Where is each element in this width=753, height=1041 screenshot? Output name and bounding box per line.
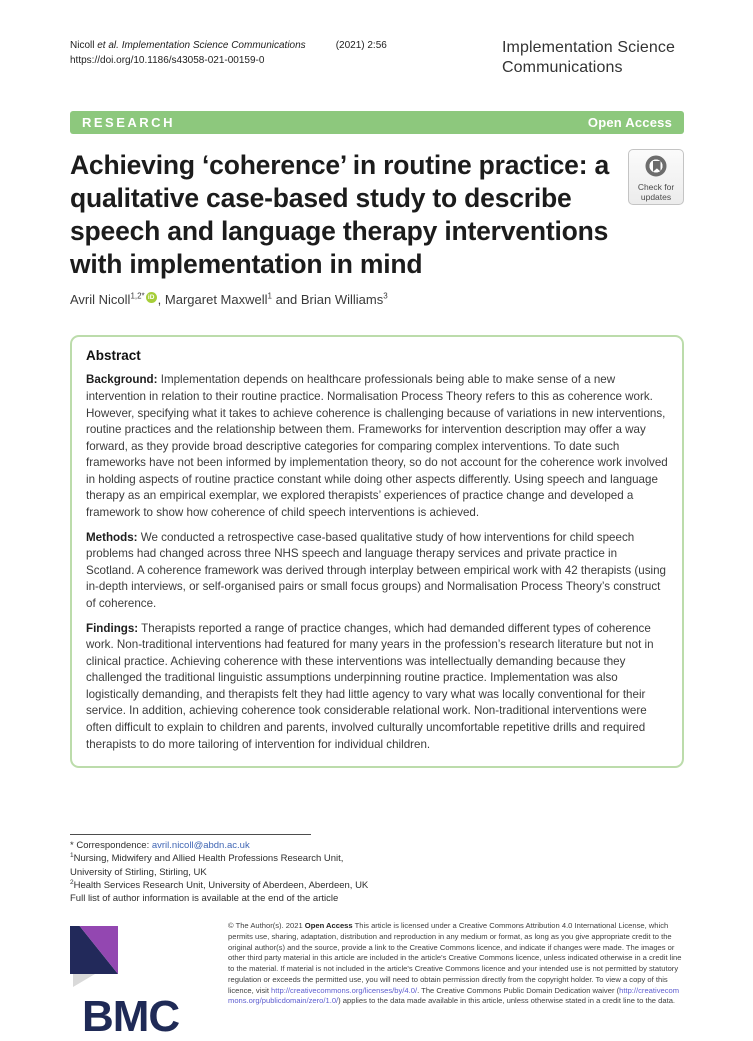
- author-info-note: Full list of author information is available at the end of the article: [70, 892, 339, 904]
- bmc-logo: [70, 921, 228, 1041]
- abstract-methods: Methods: We conducted a retrospective case-based qualitative study of how interventions for child speech problems had changed across three NHS speech and language therapy services and private practice in Scotland. A coherence framework was derived through interplay between empirical work with 42 therapists (using in-depth interviews, or self-organised pairs or small focus groups) and Normalisation Process Theory’s construct of coherence.: [86, 530, 666, 610]
- check-for-updates-label: Check for updates: [637, 182, 675, 203]
- license-text: © The Author(s). 2021 Open Access This article is licensed under a Creative Commons Attribution 4.0 International License, which permits use, sharing, adaptation, distribution and reproduction in any medium or format, as long as you give appropriate credit to the original author(s) and the source, provide a link to the Creative Commons licence, and indicate if changes were made. The images or other third party material in this article are included in the article's Creative Commons licence, unless indicated otherwise in a credit line to the material. If material is not included in the article's Creative Commons licence and your intended use is not permitted by statutory regulation or exceeds the permitted use, you will need to obtain permission directly from the copyright holder. To view a copy of this licence, visit http://creativecommons.org/licenses/by/4.0/. The Creative Commons Public Domain Dedication waiver (http://creativecommons.org/publicdomain/zero/1.0/) applies to the data made available in this article, unless otherwise stated in a credit line to the data.: [228, 921, 682, 1006]
- crossmark-icon: [644, 155, 668, 179]
- cc-zero-license-link[interactable]: http://creativecommons.org/publicdomain/zero/1.0/: [228, 985, 680, 1006]
- abstract-box: [70, 335, 684, 768]
- citation-authors: Nicoll: [70, 40, 98, 51]
- open-access-label: Open Access: [587, 115, 672, 130]
- author-2: Margaret Maxwell: [164, 292, 268, 308]
- orcid-icon[interactable]: iD: [146, 292, 157, 303]
- check-for-updates-button[interactable]: [628, 149, 684, 205]
- author-3-affiliations: 3: [383, 292, 388, 302]
- footnotes: * Correspondence: avril.nicoll@abdn.ac.uk $^1$Nursing, Midwifery and Allied Health Professions Research Unit, University of Stirling, Stirling, UK $^2$Health Services Research Unit, University of Aberdeen, Aberdeen, UK Full list of author information is available at the end of the article: [70, 840, 369, 904]
- author-1-affiliations: 1,2*: [130, 292, 145, 302]
- author-list: Avril Nicoll$^{1,2*}$ iD , Margaret Maxwell$^1$ and Brian Williams$^3$: [70, 292, 388, 308]
- author-1: Avril Nicoll: [70, 292, 131, 308]
- correspondence-label: * Correspondence:: [70, 840, 152, 852]
- author-3: Brian Williams: [300, 292, 384, 308]
- abstract-heading: Abstract: [86, 348, 141, 364]
- footnote-divider: [70, 834, 311, 835]
- journal-name: Implementation Science Communications: [502, 39, 675, 76]
- author-2-affiliations: 1: [267, 292, 272, 302]
- abstract-background: Background: Implementation depends on healthcare professionals being able to make sense of a new intervention in relation to their routine practice. Normalisation Process Theory refers to this as coherence work. However, specifying what it takes to achieve coherence is challenging because of variations in new interventions, routine practices and the relationship between them. Frameworks for intervention description may offer a way forward, as they provide broad descriptive categories for comparing complex interventions. To date such frameworks have not been informed by implementation theory, so do not account for the coherence work involved in holding aspects of routine practice constant while doing other aspects differently. Using speech and language therapy as an empirical exemplar, we explored therapists’ experiences of practice change and developed a framework to show how coherence of child speech interventions is achieved.: [86, 373, 668, 520]
- doi-text: https://doi.org/10.1186/s43058-021-00159-0: [70, 55, 265, 66]
- citation-block: [70, 38, 387, 78]
- running-head: [70, 38, 684, 78]
- abstract-findings: Findings: Therapists reported a range of practice changes, which had demanded different types of coherence work. Non-traditional interventions had featured for many years in the profession’s research literature but not in clinical practice. Achieving coherence with these interventions was intellectually demanding because they challenged the traditional linguistic assumptions underpinning routine practice. Implementation was also logistically demanding, and therapists felt they had little agency to vary what was locally conventional for their service. In addition, achieving coherence took considerable relational work. Non-traditional interventions were often difficult to explain to children and parents, involved culturally uncomfortable repetitive drills and required therapists to do more tailoring of intervention for individual children.: [86, 621, 654, 751]
- footer: [70, 921, 684, 1041]
- bmc-logo-icon: [70, 926, 118, 988]
- page-title: Achieving ‘coherence’ in routine practice: a qualitative case-based study to describe speech and language therapy interventions with implementation in mind: [70, 150, 610, 279]
- article-type-banner: [70, 111, 684, 134]
- article-page: [70, 0, 684, 1041]
- citation-etal: et al.: [97, 40, 122, 51]
- citation-volume: (2021) 2:56: [335, 40, 387, 51]
- citation-journal: Implementation Science Communications: [121, 40, 306, 51]
- article-type-label: RESEARCH: [82, 115, 175, 130]
- open-access-bold: Open Access: [304, 921, 353, 931]
- affiliation-2: Health Services Research Unit, University of Aberdeen, Aberdeen, UK: [73, 879, 369, 891]
- cc-by-license-link[interactable]: http://creativecommons.org/licenses/by/4.0/: [271, 985, 418, 995]
- bmc-wordmark: BMC: [82, 992, 180, 1041]
- correspondence-email-link[interactable]: avril.nicoll@abdn.ac.uk: [151, 840, 250, 852]
- affiliation-1: Nursing, Midwifery and Allied Health Professions Research Unit, University of Stirling, Stirling, UK: [70, 853, 344, 878]
